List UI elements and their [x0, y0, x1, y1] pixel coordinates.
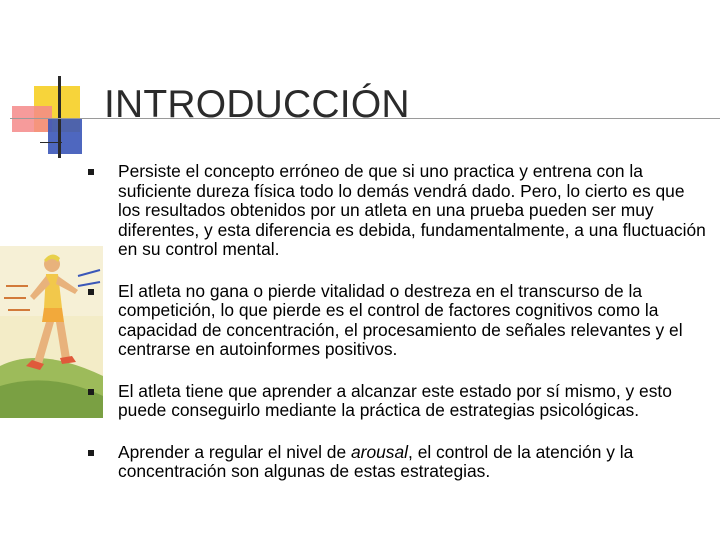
slide-title: INTRODUCCIÓN: [104, 83, 410, 126]
list-item: [88, 443, 706, 482]
bullet-text: El atleta tiene que aprender a alcanzar este estado por sí mismo, y esto puede conseguirlo mediante la práctica de estrategias psicológicas.: [118, 380, 672, 420]
list-item: [88, 162, 706, 260]
bullet-marker: [88, 289, 94, 295]
pink-square-decoration: [12, 106, 52, 132]
bullet-text-after: , el control de la atención y la concentración son algunas de estas estrategias.: [118, 441, 634, 481]
bullet-text-italic: arousal: [350, 441, 409, 462]
bullet-list: [88, 162, 706, 504]
bullet-marker: [88, 389, 94, 395]
bullet-text-before: Aprender a regular el nivel de: [118, 441, 351, 462]
bullet-text: El atleta no gana o pierde vitalidad o destreza en el transcurso de la competición, lo que pierde es el control de factores cognitivos como la capacidad de concentración, el procesamiento de señales relevantes y el centrarse en autoinformes positivos.: [118, 280, 683, 359]
blue-square-decoration: [48, 118, 82, 154]
short-line-decoration: [40, 142, 62, 143]
list-item: [88, 382, 706, 421]
list-item: [88, 282, 706, 360]
bullet-marker: [88, 169, 94, 175]
vertical-line-decoration: [58, 76, 61, 158]
bullet-marker: [88, 450, 94, 456]
bullet-text: Persiste el concepto erróneo de que si uno practica y entrena con la suficiente dureza física todo lo demás vendrá dado. Pero, lo cierto es que los resultados obtenidos por un atleta en una prueba pueden ser muy diferentes, y esta diferencia es debida, fundamentalmente, a una fluctuación en su control mental.: [118, 161, 706, 259]
bullet-text: [118, 443, 706, 482]
